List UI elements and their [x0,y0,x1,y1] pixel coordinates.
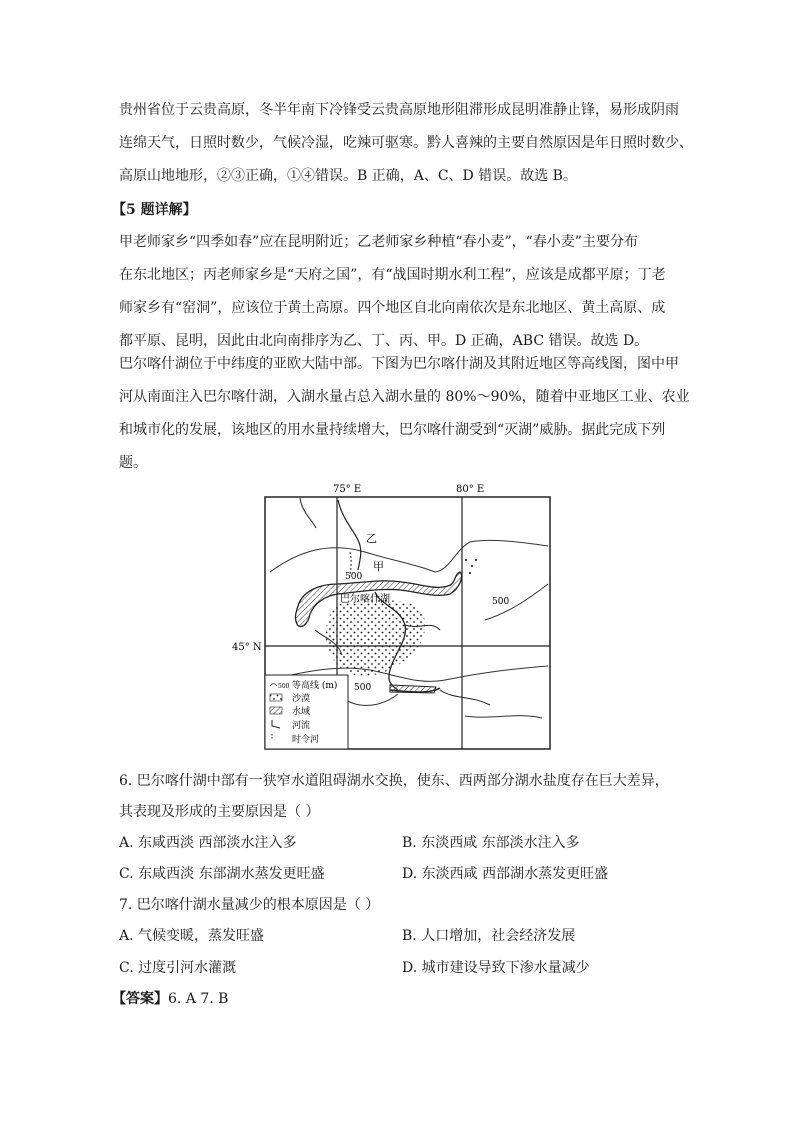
q5-heading: 【5 题详解】 [112,202,197,218]
q7-option-d: D. 城市建设导致下渗水量减少 [402,960,590,976]
q7-stem: 7. 巴尔喀什湖水量减少的根本原因是（ ） [119,897,380,913]
q6-option-c: C. 东咸西淡 东部湖水蒸发更旺盛 [119,866,325,882]
label-yi: 乙 [366,532,377,545]
q7-option-b: B. 人口增加，社会经济发展 [402,928,576,944]
text-line: 河从南面注入巴尔喀什湖，入湖水量占总入湖水量的 80%～90%，随着中亚地区工业、农业 [119,389,690,405]
legend-desert-symbol [270,694,282,701]
desert-dot [469,572,471,574]
answer-value: 6. A 7. B [168,991,229,1007]
q7-option-c: C. 过度引河水灌溉 [119,960,237,976]
label-jia-marker: 甲 [373,560,384,573]
lon-80-label: 80° E [456,484,485,495]
legend-seasonal-river-label: 时令河 [292,735,320,745]
text-line: 题。 [119,455,147,471]
q6-option-a: A. 东咸西淡 西部淡水注入多 [119,835,297,851]
contour-label: 500 [492,597,510,607]
q6-option-b: B. 东淡西咸 东部淡水注入多 [402,835,580,851]
q6-stem-line1: 6. 巴尔喀什湖中部有一狭窄水道阻碍湖水交换，使东、西两部分湖水盐度存在巨大差异， [119,773,669,789]
text-line: 巴尔喀什湖位于中纬度的亚欧大陆中部。下图为巴尔喀什湖及其附近地区等高线图，图中甲 [119,356,679,372]
q7-option-a: A. 气候变暖，蒸发旺盛 [119,928,265,944]
text-line: 和城市化的发展，该地区的用水量持续增大，巴尔喀什湖受到“灭湖”威胁。据此完成下列 [119,422,666,438]
desert-dot [471,565,473,567]
q6-option-d: D. 东淡西咸 西部湖水蒸发更旺盛 [402,866,609,882]
text-line: 师家乡有“窑洞”，应该位于黄土高原。四个地区自北向南依次是东北地区、黄土高原、成 [119,300,666,316]
legend-contour-label: 等高线 (m) [292,681,338,691]
stem-paragraph [119,348,690,480]
intro-paragraph [119,94,693,193]
answer-label: 【答案】 [112,991,168,1007]
lat-45-label: 45° N [232,642,262,653]
text-line: 高原山地地形，②③正确，①④错误。B 正确，A、C、D 错误。故选 B。 [119,168,577,184]
text-line: 都平原、昆明，因此由北向南排序为乙、丁、丙、甲。D 正确，ABC 错误。故选 D。 [119,333,649,349]
q5-explanation [119,226,679,358]
text-line: 甲老师家乡“四季如春”应在昆明附近；乙老师家乡种植“春小麦”，“春小麦”主要分布 [119,234,638,250]
lon-75-label: 75° E [333,484,362,495]
lake-name: 巴尔喀什湖 [340,594,390,605]
reservoir [390,685,436,693]
contour-label: 500 [345,572,363,582]
balkhash-contour-map [230,480,560,755]
text-line: 贵州省位于云贵高原，冬半年南下冷锋受云贵高原地形阻滞形成昆明准静止锋，易形成阴雨 [119,102,679,118]
text-line: 连绵天气，日照时数少，气候冷湿，吃辣可驱寒。黔人喜辣的主要自然原因是年日照时数少、 [119,135,693,151]
legend-water-label: 水域 [292,707,311,717]
legend-river-label: 河流 [292,721,311,731]
legend-desert-label: 沙漠 [292,694,311,704]
legend-water-symbol [270,707,282,714]
q6-stem-line2: 其表现及形成的主要原因是（ ） [119,804,320,820]
contour-label: 500 [354,683,372,693]
desert-dot [475,559,477,561]
legend-contour-sample: 500 [278,683,290,690]
desert-dot [465,559,467,561]
text-line: 在东北地区；丙老师家乡是“天府之国”，有“战国时期水利工程”，应该是成都平原；丁老 [119,267,666,283]
answer-line [112,988,228,1008]
